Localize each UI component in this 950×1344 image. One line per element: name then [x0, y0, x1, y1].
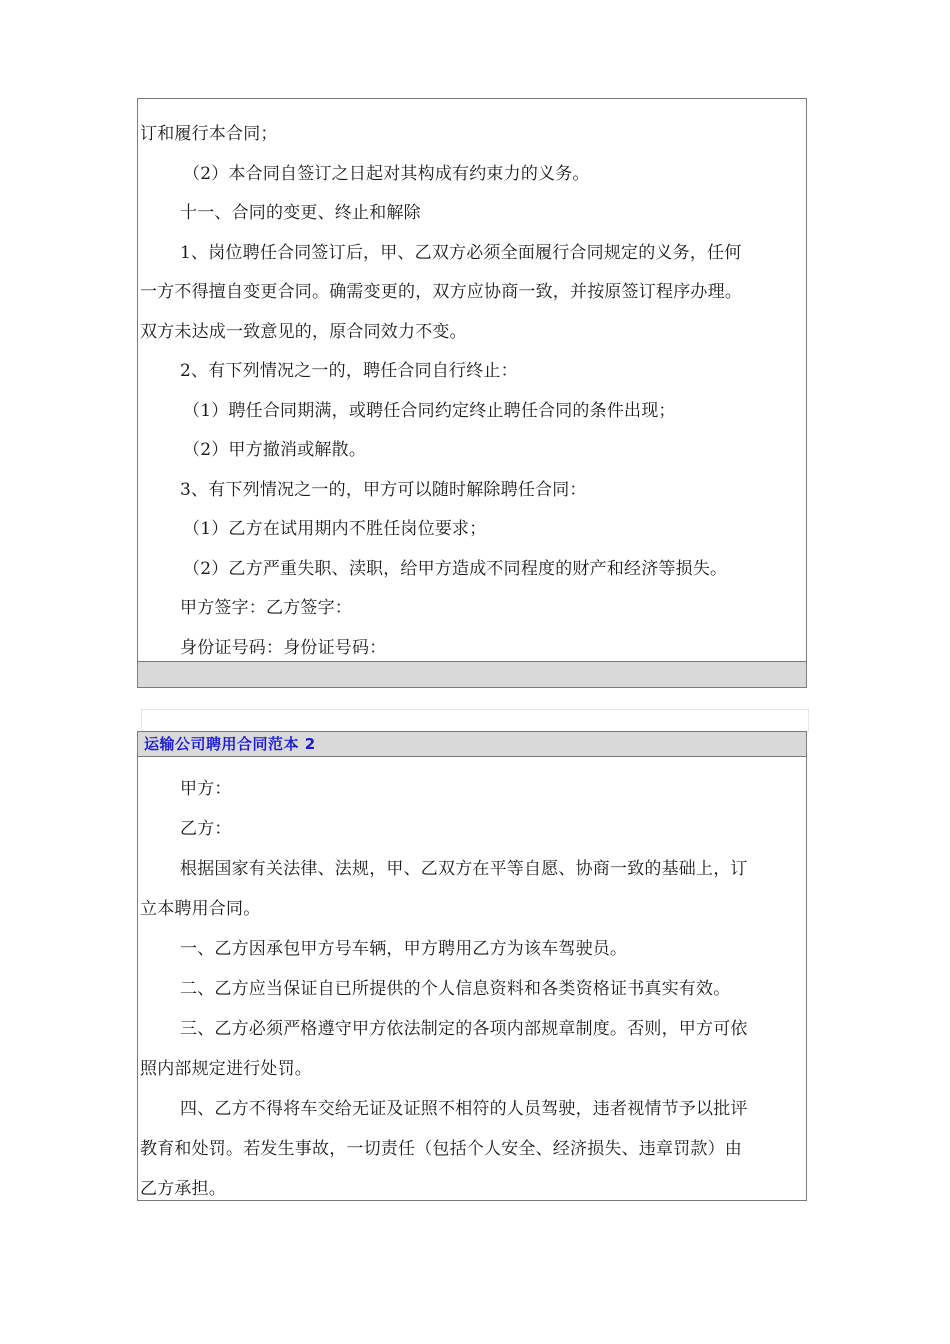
- text-line: 2、有下列情况之一的，聘任合同自行终止：: [180, 361, 518, 381]
- party-b-line: 乙方：: [180, 819, 232, 839]
- text-line: 1、岗位聘任合同签订后，甲、乙双方必须全面履行合同规定的义务，任何: [180, 242, 742, 263]
- text-line: 教育和处罚。若发生事故，一切责任（包括个人安全、经济损失、违章罚款）由: [140, 1139, 742, 1159]
- contract-section-1: [137, 98, 807, 688]
- clause-heading: 十一、合同的变更、终止和解除: [180, 203, 421, 223]
- text-line: 三、乙方必须严格遵守甲方依法制定的各项内部规章制度。否则，甲方可依: [180, 1019, 748, 1039]
- text-line: 一、乙方因承包甲方号车辆，甲方聘用乙方为该车驾驶员。: [180, 939, 628, 959]
- section-1-body: [138, 99, 806, 668]
- text-line: 一方不得擅自变更合同。确需变更的，双方应协商一致，并按原签订程序办理。: [140, 282, 742, 302]
- section-2-title: 运输公司聘用合同范本 2: [138, 732, 806, 757]
- party-a-line: 甲方：: [180, 779, 232, 799]
- text-line: （2）乙方严重失职、渎职，给甲方造成不同程度的财产和经济等损失。: [183, 558, 728, 579]
- text-line: 立本聘用合同。: [140, 899, 261, 919]
- section-divider: [141, 709, 809, 731]
- section-2-body: [138, 757, 806, 1209]
- signature-line: 甲方签字：乙方签字：: [180, 598, 352, 618]
- text-line: 二、乙方应当保证自已所提供的个人信息资料和各类资格证书真实有效。: [180, 979, 731, 999]
- text-line: （1）乙方在试用期内不胜任岗位要求；: [183, 519, 487, 539]
- text-line: （1）聘任合同期满，或聘任合同约定终止聘任合同的条件出现；: [183, 400, 676, 421]
- text-line: 根据国家有关法律、法规，甲、乙双方在平等自愿、协商一致的基础上，订: [180, 859, 748, 879]
- text-line: 双方未达成一致意见的，原合同效力不变。: [140, 321, 467, 342]
- text-line: 四、乙方不得将车交给无证及证照不相符的人员驾驶，违者视情节予以批评: [180, 1099, 748, 1119]
- text-line: 订和履行本合同；: [140, 124, 278, 144]
- contract-section-2: [137, 731, 807, 1201]
- text-line: 乙方承担。: [140, 1179, 226, 1199]
- text-line: 照内部规定进行处罚。: [140, 1059, 312, 1079]
- text-line: 3、有下列情况之一的，甲方可以随时解除聘任合同：: [180, 479, 587, 500]
- id-number-line: 身份证号码：身份证号码：: [180, 637, 387, 658]
- text-line: （2）本合同自签订之日起对其构成有约束力的义务。: [183, 163, 590, 184]
- text-line: （2）甲方撤消或解散。: [183, 440, 367, 460]
- section-1-footer-bar: [138, 661, 806, 687]
